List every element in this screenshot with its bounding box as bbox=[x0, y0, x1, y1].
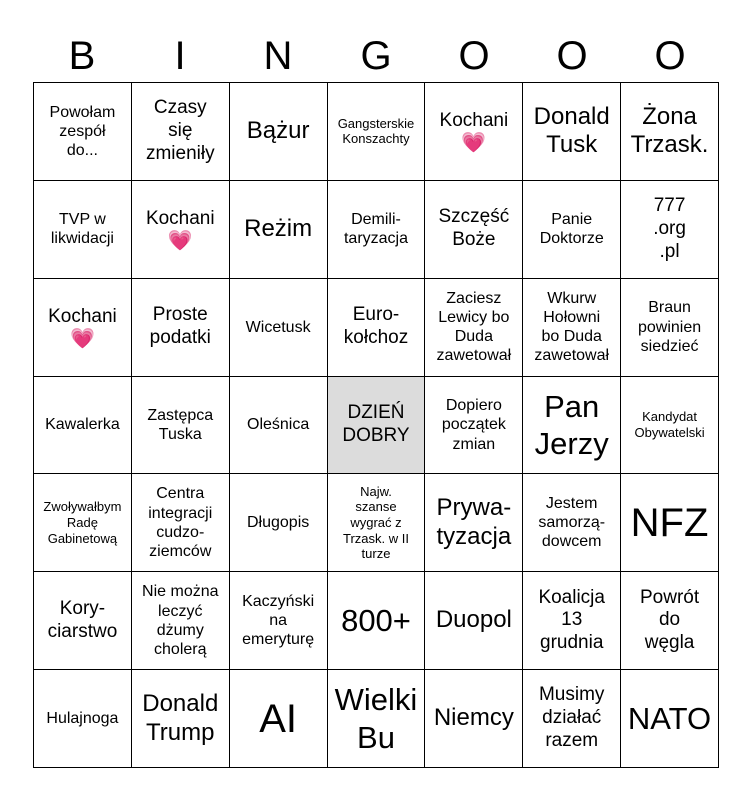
bingo-cell-text: Powrót do węgla bbox=[639, 586, 700, 654]
bingo-cell-text: Szczęść Boże bbox=[438, 206, 510, 251]
bingo-cell[interactable] bbox=[425, 181, 523, 279]
bingo-cell-text: Kandydat Obywatelski bbox=[634, 409, 705, 440]
bingo-cell[interactable] bbox=[132, 83, 230, 181]
bingo-cell-text: Demili- taryzacja bbox=[343, 211, 408, 248]
bingo-cell[interactable] bbox=[328, 181, 426, 279]
bingo-cell-text: Gangsterskie Konszachty bbox=[337, 115, 415, 147]
bingo-cell-text: Czasy się zmieniły bbox=[145, 97, 215, 164]
bingo-cell[interactable] bbox=[425, 474, 523, 572]
bingo-cell[interactable] bbox=[523, 83, 621, 181]
bingo-cell[interactable] bbox=[523, 474, 621, 572]
bingo-cell[interactable] bbox=[230, 474, 328, 572]
bingo-cell-text: Hulajnoga bbox=[46, 709, 119, 727]
bingo-cell[interactable] bbox=[34, 474, 132, 572]
bingo-cell[interactable] bbox=[34, 377, 132, 475]
bingo-cell-text: Kochani bbox=[145, 207, 215, 229]
bingo-cell[interactable] bbox=[425, 377, 523, 475]
bingo-cell-text: Musimy działać razem bbox=[538, 684, 605, 751]
bingo-cell-text: Oleśnica bbox=[247, 416, 310, 434]
bingo-cell-text: Zaciesz Lewicy bo Duda zawetował bbox=[436, 289, 512, 365]
heart-icon: 💗 bbox=[461, 131, 487, 154]
bingo-cell[interactable] bbox=[621, 279, 719, 377]
bingo-cell[interactable] bbox=[328, 474, 426, 572]
bingo-cell[interactable] bbox=[230, 83, 328, 181]
bingo-cell[interactable] bbox=[523, 572, 621, 670]
bingo-cell[interactable] bbox=[132, 377, 230, 475]
bingo-cell-text: Zwoływałbym Radę Gabinetową bbox=[43, 499, 122, 546]
bingo-cell-text: Prywa- tyzacja bbox=[436, 494, 512, 550]
bingo-cell[interactable] bbox=[425, 83, 523, 181]
bingo-cell[interactable] bbox=[132, 279, 230, 377]
bingo-cell-text: Zastępca Tuska bbox=[147, 406, 214, 443]
bingo-cell-text: Wielki Bu bbox=[334, 682, 418, 755]
bingo-cell-text: Proste podatki bbox=[149, 304, 211, 349]
bingo-cell-text: Dopiero początek zmian bbox=[441, 397, 506, 453]
bingo-cell-text: Reżim bbox=[244, 214, 313, 242]
bingo-cell[interactable] bbox=[621, 83, 719, 181]
bingo-cell[interactable] bbox=[230, 279, 328, 377]
bingo-cell[interactable] bbox=[523, 377, 621, 475]
bingo-cell[interactable] bbox=[230, 572, 328, 670]
bingo-cell-text: Kochani bbox=[439, 110, 509, 132]
bingo-cell-text: Panie Doktorze bbox=[539, 211, 604, 248]
bingo-cell-text: Donald Trump bbox=[142, 689, 219, 746]
bingo-cell[interactable] bbox=[34, 572, 132, 670]
bingo-cell[interactable] bbox=[621, 474, 719, 572]
bingo-cell-text: Duopol bbox=[435, 606, 512, 634]
heart-icon: 💗 bbox=[69, 327, 95, 350]
bingo-cell[interactable] bbox=[621, 572, 719, 670]
bingo-cell-text: NFZ bbox=[630, 500, 709, 545]
bingo-cell-text: Najw. szanse wygrać z Trzask. w II turze bbox=[343, 483, 409, 562]
bingo-cell[interactable] bbox=[523, 181, 621, 279]
bingo-cell[interactable] bbox=[132, 181, 230, 279]
bingo-cell-text: Powołam zespół do... bbox=[49, 103, 116, 160]
bingo-cell-text: DZIEŃ DOBRY bbox=[342, 402, 410, 446]
bingo-header bbox=[33, 30, 719, 82]
bingo-cell-text: Kawalerka bbox=[45, 416, 120, 434]
header-letter: O bbox=[458, 34, 490, 78]
bingo-cell[interactable] bbox=[132, 572, 230, 670]
bingo-cell-text: Braun powinien siedzieć bbox=[637, 299, 702, 355]
bingo-cell[interactable] bbox=[230, 670, 328, 768]
bingo-cell-text: Koalicja 13 grudnia bbox=[538, 586, 605, 654]
bingo-cell-text: Długopis bbox=[247, 514, 310, 532]
bingo-cell[interactable] bbox=[425, 279, 523, 377]
header-letter: O bbox=[556, 34, 588, 78]
bingo-cell-text: 800+ bbox=[341, 603, 411, 639]
bingo-cell-text: Żona Trzask. bbox=[630, 102, 709, 159]
bingo-cell[interactable] bbox=[230, 377, 328, 475]
bingo-cell[interactable] bbox=[621, 181, 719, 279]
bingo-grid bbox=[33, 82, 719, 768]
bingo-cell-text: NATO bbox=[627, 700, 712, 736]
bingo-cell-text: Euro- kołchoz bbox=[343, 304, 409, 349]
bingo-cell-text: TVP w likwidacji bbox=[50, 211, 114, 248]
header-letter: I bbox=[174, 34, 186, 78]
header-letter: B bbox=[68, 34, 96, 78]
bingo-cell[interactable] bbox=[621, 670, 719, 768]
bingo-cell-text: Bążur bbox=[246, 117, 310, 145]
bingo-cell[interactable] bbox=[328, 572, 426, 670]
bingo-cell[interactable] bbox=[34, 670, 132, 768]
bingo-cell-text: Centra integracji cudzo- ziemców bbox=[148, 485, 213, 561]
bingo-cell-text: Donald Tusk bbox=[533, 102, 610, 159]
bingo-cell[interactable] bbox=[328, 83, 426, 181]
bingo-cell[interactable] bbox=[34, 279, 132, 377]
bingo-cell-text: 777 .org .pl bbox=[653, 195, 686, 262]
bingo-cell[interactable] bbox=[425, 572, 523, 670]
bingo-cell[interactable] bbox=[34, 181, 132, 279]
bingo-free-cell[interactable] bbox=[328, 377, 426, 475]
bingo-cell[interactable] bbox=[523, 279, 621, 377]
bingo-cell-text: Jestem samorzą- dowcem bbox=[538, 495, 606, 551]
bingo-cell-text: Kochani bbox=[48, 305, 117, 327]
bingo-cell-text: Kaczyński na emeryturę bbox=[242, 592, 315, 649]
bingo-cell[interactable] bbox=[230, 181, 328, 279]
heart-icon: 💗 bbox=[167, 229, 193, 252]
bingo-cell-text: Wkurw Hołowni bo Duda zawetował bbox=[534, 289, 610, 365]
bingo-cell[interactable] bbox=[425, 670, 523, 768]
bingo-cell-text: Niemcy bbox=[433, 704, 514, 732]
bingo-cell[interactable] bbox=[523, 670, 621, 768]
bingo-cell[interactable] bbox=[621, 377, 719, 475]
header-letter: O bbox=[654, 34, 686, 78]
bingo-cell-text: AI bbox=[259, 696, 298, 741]
bingo-cell[interactable] bbox=[132, 670, 230, 768]
bingo-cell-text: Nie można leczyć dżumy cholerą bbox=[142, 583, 219, 658]
bingo-cell-text: Pan Jerzy bbox=[534, 388, 609, 461]
header-letter: G bbox=[360, 34, 392, 78]
bingo-cell[interactable] bbox=[132, 474, 230, 572]
header-letter: N bbox=[263, 34, 293, 78]
bingo-cell-text: Kory- ciarstwo bbox=[47, 597, 118, 642]
bingo-cell[interactable] bbox=[34, 83, 132, 181]
bingo-cell[interactable] bbox=[328, 670, 426, 768]
bingo-cell[interactable] bbox=[328, 279, 426, 377]
bingo-cell-text: Wicetusk bbox=[245, 318, 311, 336]
